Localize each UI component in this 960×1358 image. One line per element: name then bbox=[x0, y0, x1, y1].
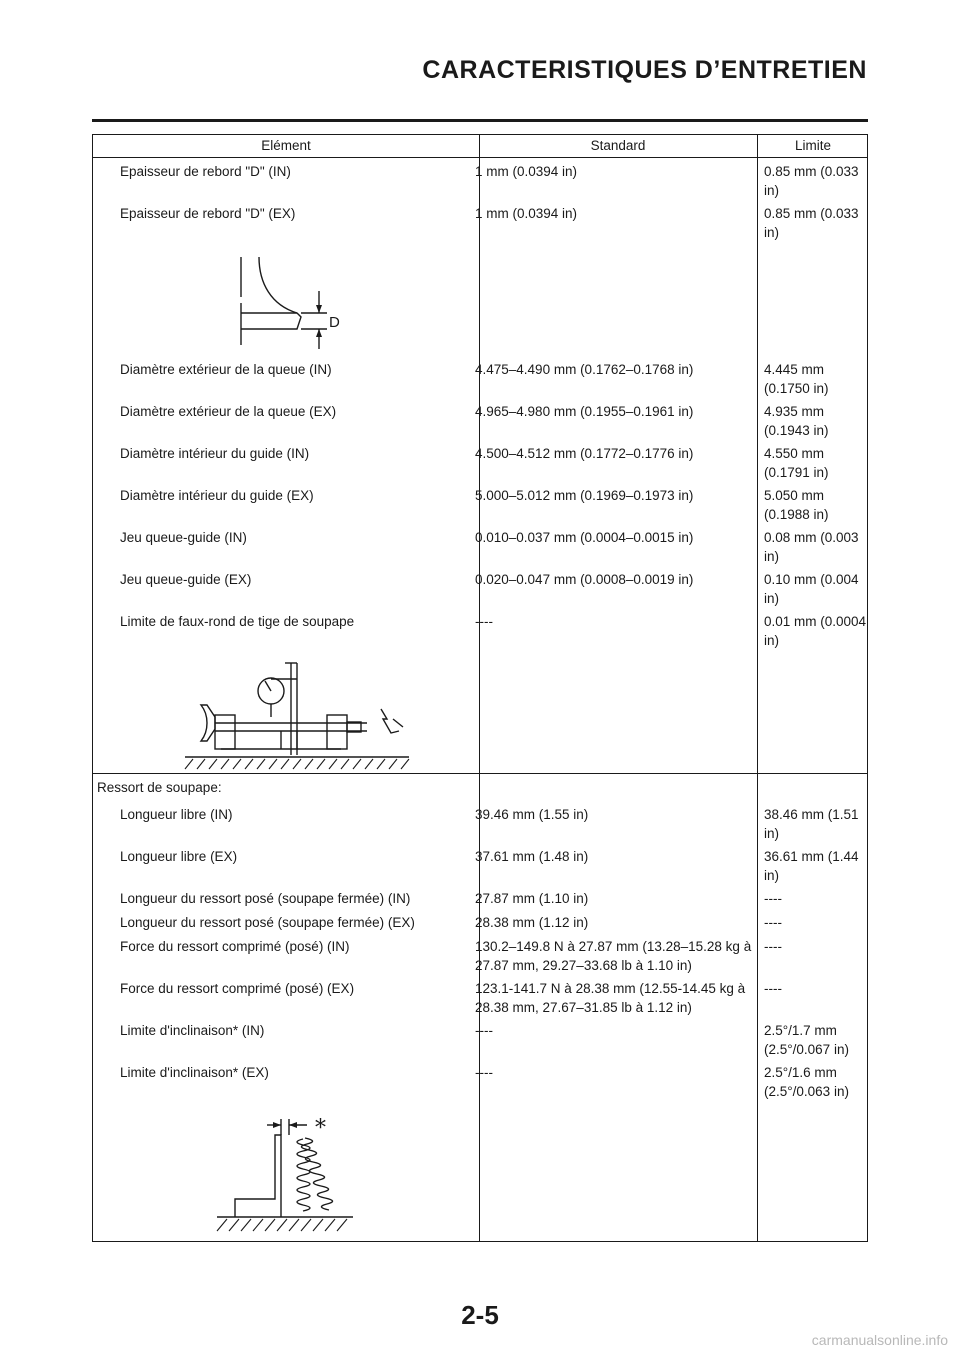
row-element: Longueur libre (IN) bbox=[120, 807, 233, 822]
row-standard: 37.61 mm (1.48 in) bbox=[475, 849, 589, 864]
spring-tilt-figure bbox=[211, 1107, 361, 1235]
row-standard: 5.000–5.012 mm (0.1969–0.1973 in) bbox=[475, 488, 694, 503]
header-divider bbox=[93, 157, 867, 158]
row-limit: 4.935 mm (0.1943 in) bbox=[764, 404, 829, 438]
row-element: Limite d'inclinaison* (IN) bbox=[120, 1023, 265, 1038]
row-standard: 1 mm (0.0394 in) bbox=[475, 206, 578, 221]
row-standard: 123.1-141.7 N à 28.38 mm (12.55-14.45 kg à 28.38 mm, 27.67–31.85 lb à 1.12 in) bbox=[475, 981, 746, 1015]
row-standard: 1 mm (0.0394 in) bbox=[475, 164, 578, 179]
spec-table bbox=[92, 134, 868, 1242]
row-element: Limite de faux-rond de tige de soupape bbox=[120, 614, 355, 629]
row-element: Jeu queue-guide (IN) bbox=[120, 530, 247, 545]
row-limit: 0.85 mm (0.033 in) bbox=[764, 206, 859, 240]
row-limit: ---- bbox=[764, 891, 782, 906]
row-element: Jeu queue-guide (EX) bbox=[120, 572, 252, 587]
tilt-label: * bbox=[315, 1116, 326, 1141]
row-limit: 36.61 mm (1.44 in) bbox=[764, 849, 859, 883]
page-number: 2-5 bbox=[461, 1300, 499, 1330]
row-limit: ---- bbox=[764, 981, 782, 996]
row-standard: 4.965–4.980 mm (0.1955–0.1961 in) bbox=[475, 404, 694, 419]
row-element: Epaisseur de rebord "D" (EX) bbox=[120, 206, 296, 221]
row-element: Epaisseur de rebord "D" (IN) bbox=[120, 164, 291, 179]
row-limit: 5.050 mm (0.1988 in) bbox=[764, 488, 829, 522]
row-standard: 28.38 mm (1.12 in) bbox=[475, 915, 589, 930]
row-limit: 0.01 mm (0.0004 in) bbox=[764, 614, 867, 648]
row-standard: 4.475–4.490 mm (0.1762–0.1768 in) bbox=[475, 362, 694, 377]
row-standard: 39.46 mm (1.55 in) bbox=[475, 807, 589, 822]
header-element: Elément bbox=[261, 138, 311, 153]
row-limit: 0.10 mm (0.004 in) bbox=[764, 572, 859, 606]
row-element: Force du ressort comprimé (posé) (IN) bbox=[120, 939, 350, 954]
row-limit: 38.46 mm (1.51 in) bbox=[764, 807, 859, 841]
row-standard: ---- bbox=[475, 1065, 493, 1080]
row-limit: 4.445 mm (0.1750 in) bbox=[764, 362, 829, 396]
row-standard: ---- bbox=[475, 614, 493, 629]
row-element: Diamètre extérieur de la queue (IN) bbox=[120, 362, 332, 377]
row-element: Diamètre extérieur de la queue (EX) bbox=[120, 404, 337, 419]
row-limit: 0.08 mm (0.003 in) bbox=[764, 530, 859, 564]
row-limit: 0.85 mm (0.033 in) bbox=[764, 164, 859, 198]
column-divider bbox=[757, 135, 758, 1241]
row-standard: 27.87 mm (1.10 in) bbox=[475, 891, 589, 906]
section-divider bbox=[93, 773, 867, 774]
row-standard: 130.2–149.8 N à 27.87 mm (13.28–15.28 kg à 27.87 mm, 29.27–33.68 lb à 1.10 in) bbox=[475, 939, 752, 973]
row-element: Longueur du ressort posé (soupape fermée) (EX) bbox=[120, 915, 415, 930]
row-standard: 0.020–0.047 mm (0.0008–0.0019 in) bbox=[475, 572, 694, 587]
row-element: Force du ressort comprimé (posé) (EX) bbox=[120, 981, 355, 996]
watermark: carmanualsonline.info bbox=[811, 1332, 948, 1348]
row-limit: 2.5°/1.7 mm (2.5°/0.067 in) bbox=[764, 1023, 849, 1057]
runout-gauge-figure bbox=[181, 659, 421, 771]
row-limit: ---- bbox=[764, 915, 782, 930]
title-rule bbox=[92, 119, 868, 122]
row-element: Limite d'inclinaison* (EX) bbox=[120, 1065, 269, 1080]
header-limit: Limite bbox=[794, 138, 831, 153]
row-limit: 4.550 mm (0.1791 in) bbox=[764, 446, 829, 480]
row-limit: ---- bbox=[764, 939, 782, 954]
page-title: CARACTERISTIQUES D’ENTRETIEN bbox=[422, 56, 867, 84]
row-limit: 2.5°/1.6 mm (2.5°/0.063 in) bbox=[764, 1065, 849, 1099]
valve-margin-figure bbox=[223, 253, 353, 353]
row-element: Longueur du ressort posé (soupape fermée) (IN) bbox=[120, 891, 411, 906]
row-standard: 0.010–0.037 mm (0.0004–0.0015 in) bbox=[475, 530, 694, 545]
row-standard: 4.500–4.512 mm (0.1772–0.1776 in) bbox=[475, 446, 694, 461]
row-element: Longueur libre (EX) bbox=[120, 849, 238, 864]
row-element: Diamètre intérieur du guide (IN) bbox=[120, 446, 310, 461]
margin-label: D bbox=[329, 314, 340, 331]
row-standard: ---- bbox=[475, 1023, 493, 1038]
header-standard: Standard bbox=[590, 138, 646, 153]
row-element: Diamètre intérieur du guide (EX) bbox=[120, 488, 314, 503]
section-title: Ressort de soupape: bbox=[97, 780, 222, 795]
